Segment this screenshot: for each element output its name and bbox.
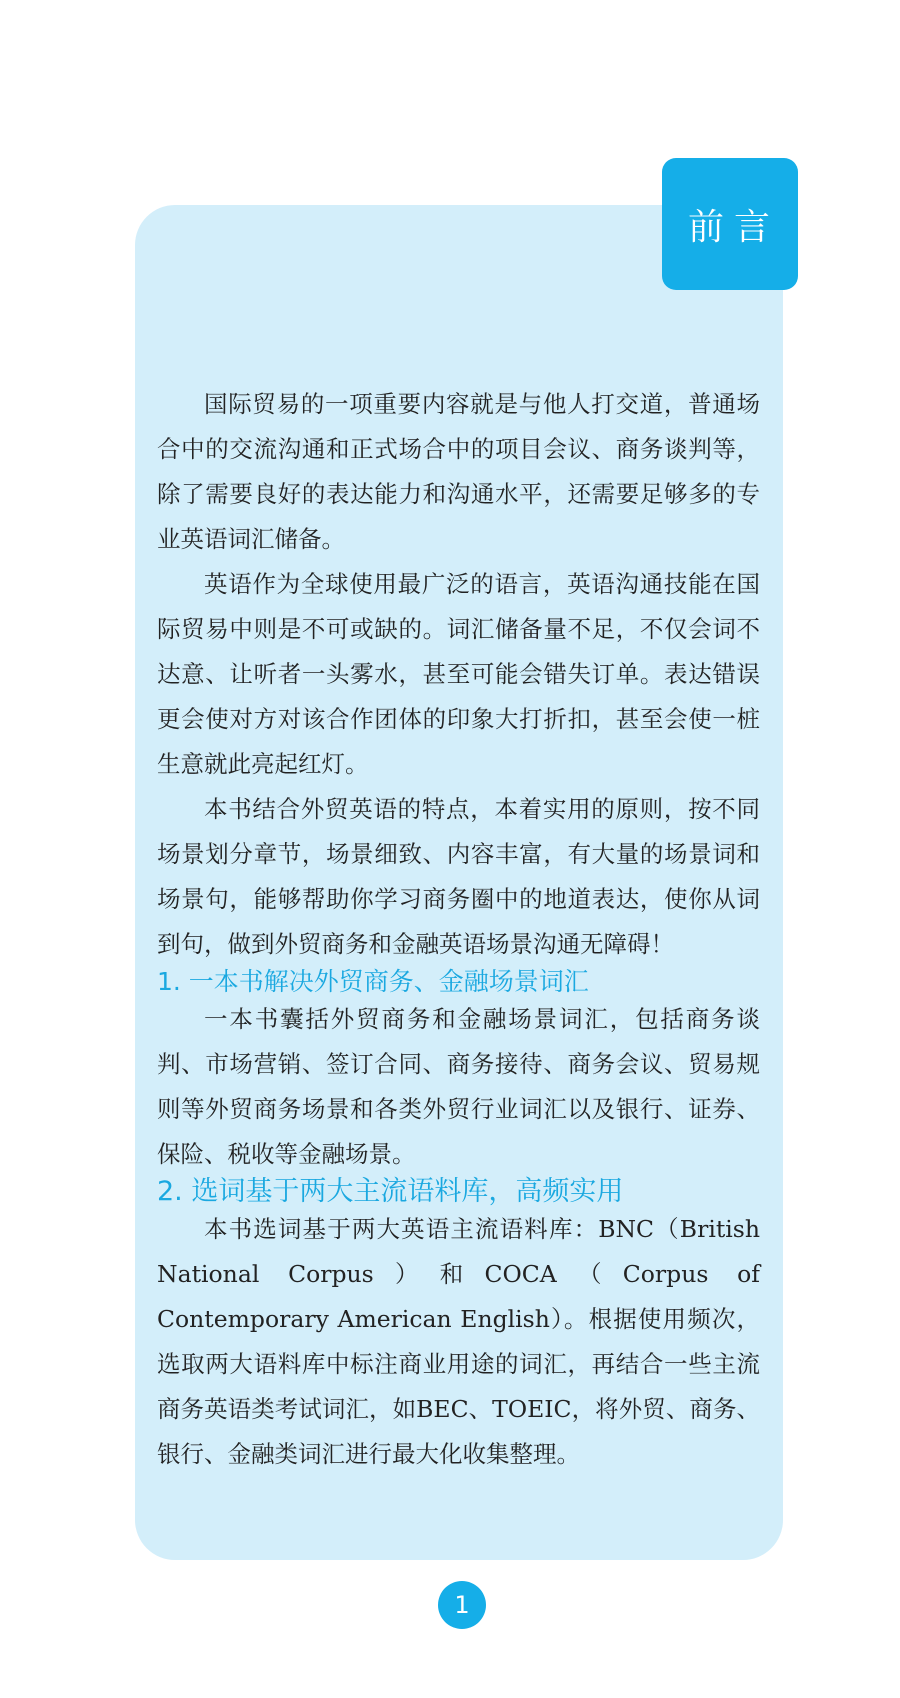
section-heading-2: 2. 选词基于两大主流语料库，高频实用: [157, 1176, 624, 1207]
intro-paragraph-2: 英语作为全球使用最广泛的语言，英语沟通技能在国际贸易中则是不可或缺的。词汇储备量不足，不仅会词不达意、让听者一头雾水，甚至可能会错失订单。表达错误更会使对方对该合作团体的印象大打折扣，甚至会使一桩生意就此亮起红灯。: [157, 570, 760, 778]
page-title: 前言: [662, 158, 798, 290]
section-heading-1: 1. 一本书解决外贸商务、金融场景词汇: [157, 967, 589, 996]
section-paragraph-2: 本书选词基于两大英语主流语料库：BNC（British National Corpus）和COCA（Corpus of Contemporary American English）。根据使用频次，选取两大语料库中标注商业用途的词汇，再结合一些主流商务英语类考试词汇，如BEC、TOEIC，将外贸、商务、银行、金融类词汇进行最大化收集整理。: [157, 1215, 760, 1468]
main-content: [157, 382, 760, 1477]
page-number-badge: 1: [438, 1581, 486, 1629]
section-paragraph-1: 一本书囊括外贸商务和金融场景词汇，包括商务谈判、市场营销、签订合同、商务接待、商务会议、贸易规则等外贸商务场景和各类外贸行业词汇以及银行、证券、保险、税收等金融场景。: [157, 1005, 760, 1168]
intro-paragraph-1: 国际贸易的一项重要内容就是与他人打交道，普通场合中的交流沟通和正式场合中的项目会议、商务谈判等，除了需要良好的表达能力和沟通水平，还需要足够多的专业英语词汇储备。: [157, 390, 760, 553]
intro-paragraph-3: 本书结合外贸英语的特点，本着实用的原则，按不同场景划分章节，场景细致、内容丰富，有大量的场景词和场景句，能够帮助你学习商务圈中的地道表达，使你从词到句，做到外贸商务和金融英语场景沟通无障碍！: [157, 795, 760, 958]
